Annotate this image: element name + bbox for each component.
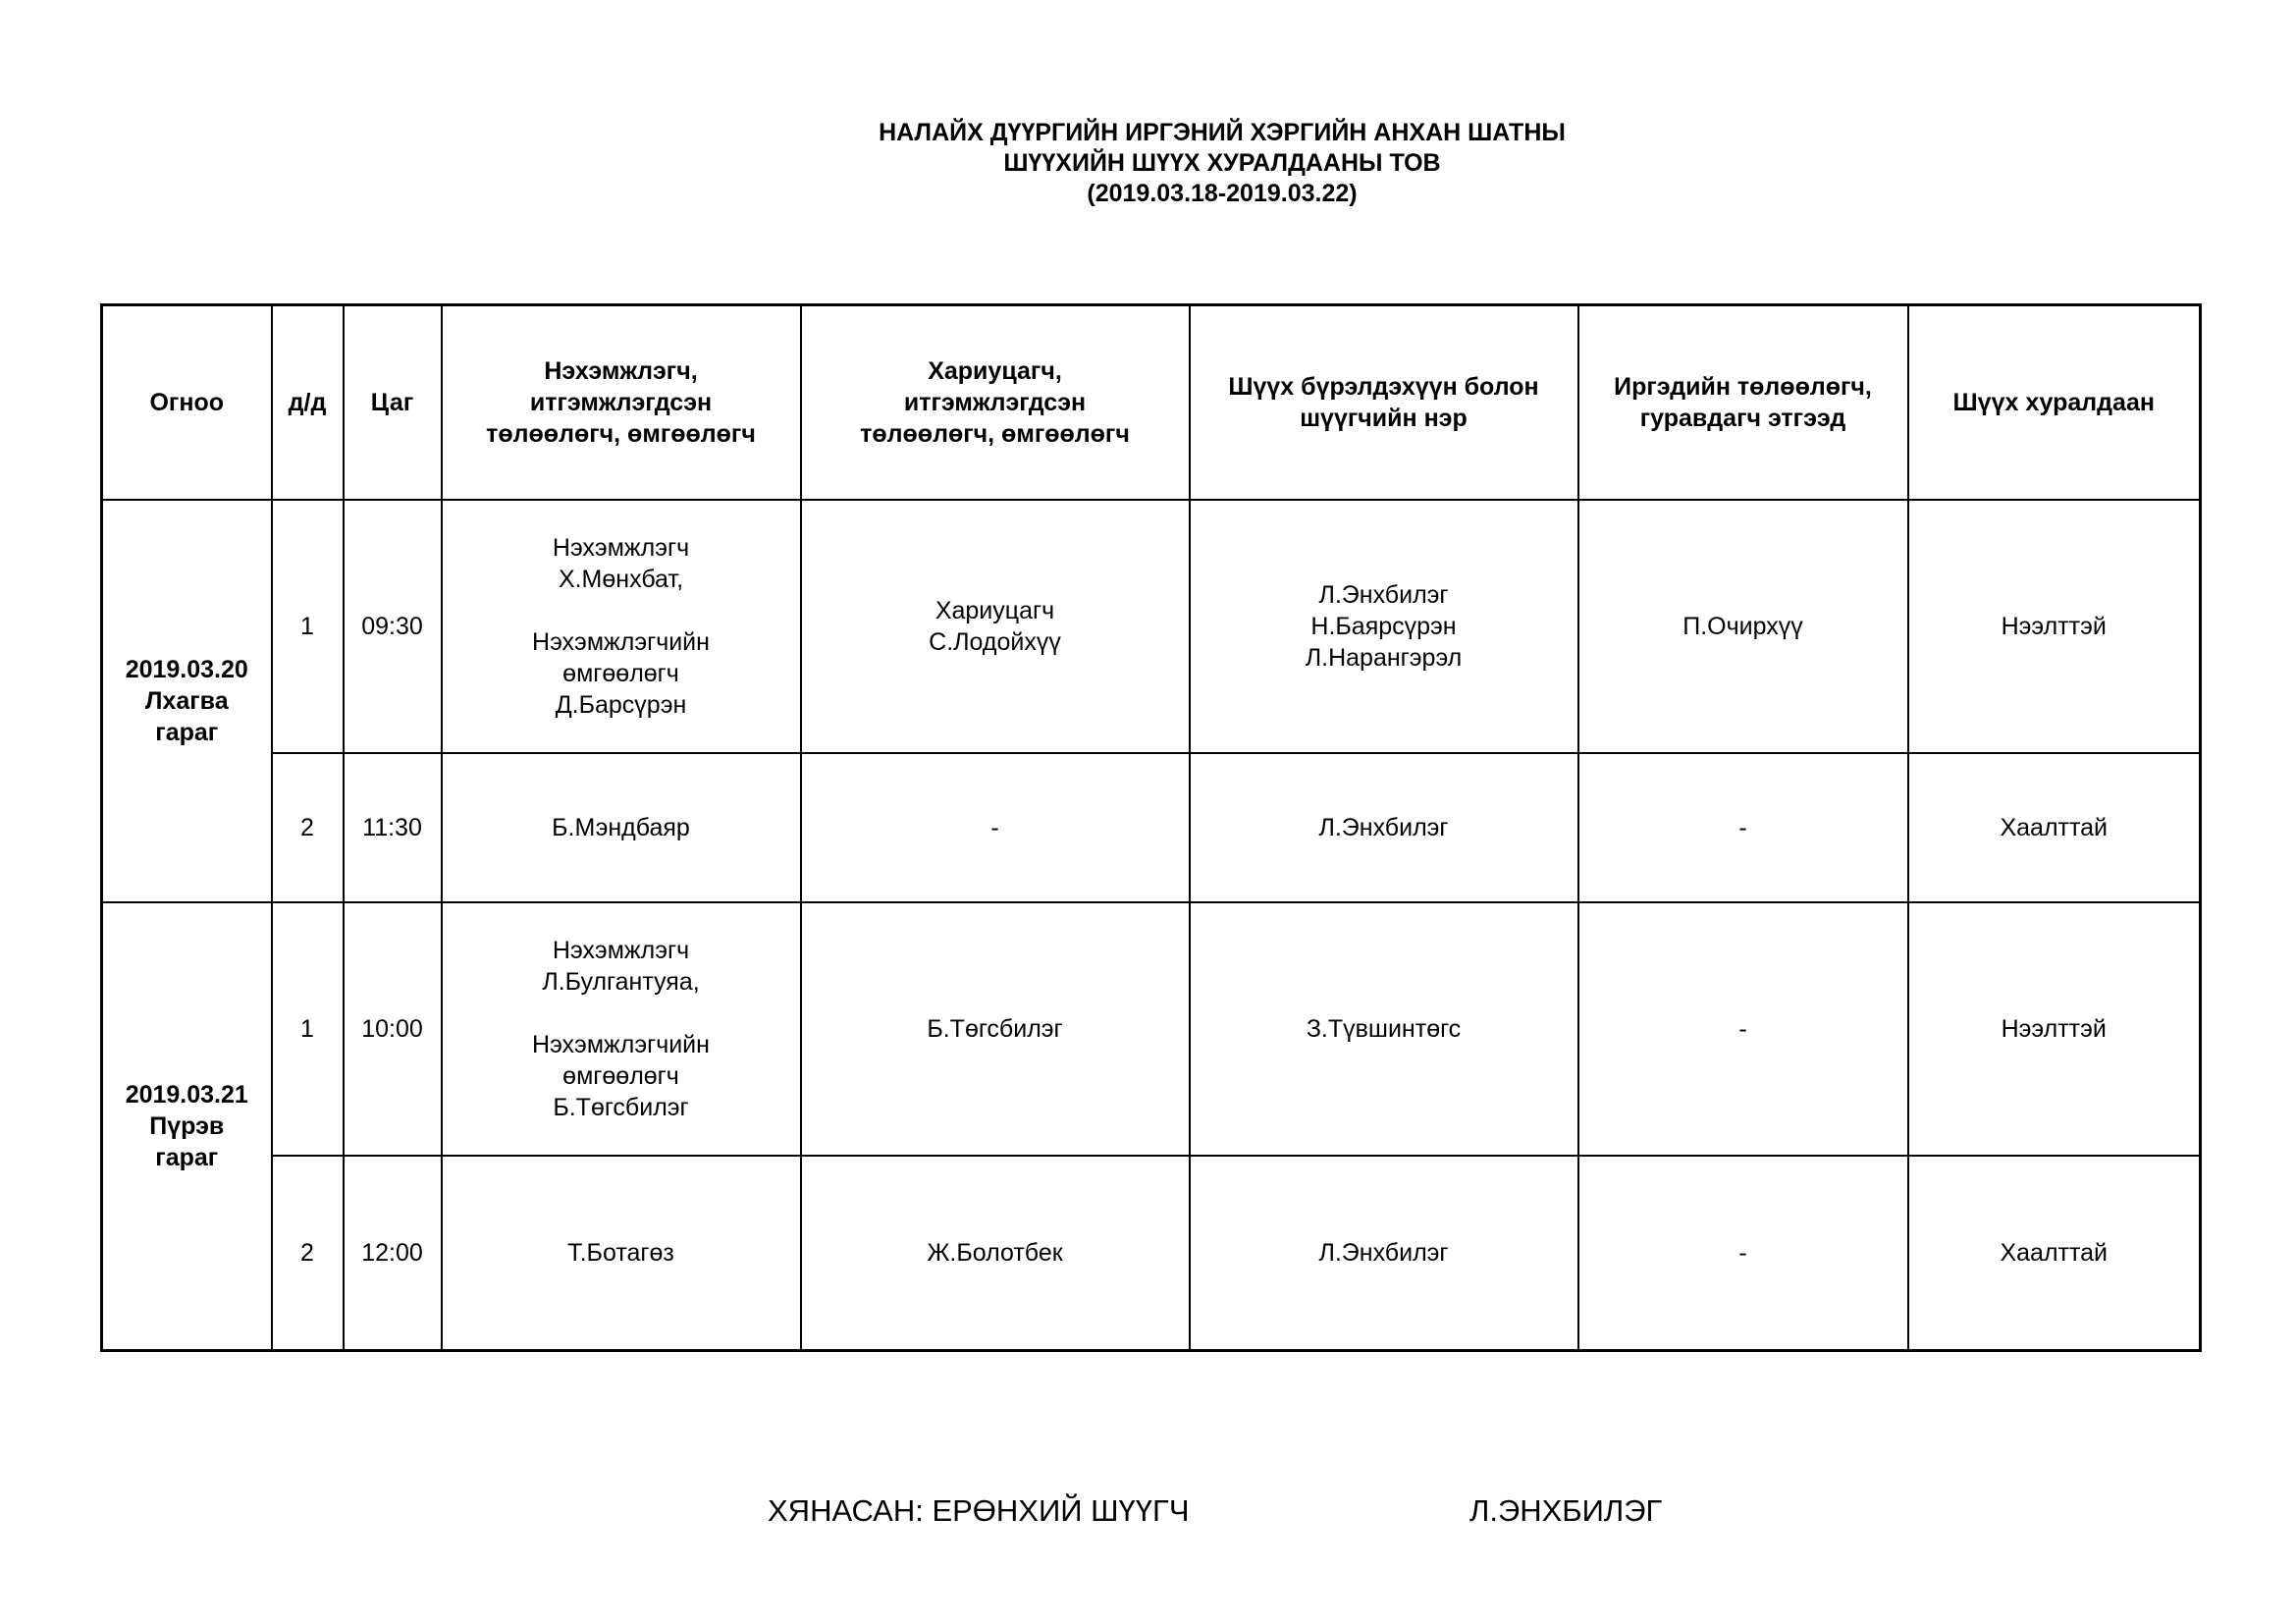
court-cell: Л.Энхбилэг [1190, 753, 1578, 902]
plaintiff-cell: Б.Мэндбаяр [442, 753, 801, 902]
plaintiff-cell: Т.Ботагөз [442, 1156, 801, 1351]
time-cell: 10:00 [344, 902, 442, 1156]
header-num: д/д [272, 305, 344, 501]
citizen-cell: - [1578, 902, 1908, 1156]
num-cell: 2 [272, 1156, 344, 1351]
header-court: Шүүх бүрэлдэхүүн болон шүүгчийн нэр [1190, 305, 1578, 501]
title-line-3: (2019.03.18-2019.03.22) [1087, 180, 1358, 207]
document-title [0, 118, 2296, 209]
court-cell: З.Түвшинтөгс [1190, 902, 1578, 1156]
court-cell: Л.Энхбилэг Н.Баярсүрэн Л.Нарангэрэл [1190, 500, 1578, 753]
defendant-cell: Хариуцагч С.Лодойхүү [801, 500, 1190, 753]
hearing-cell: Нээлттэй [1908, 500, 2201, 753]
date-cell: 2019.03.20 Лхагва гараг [102, 500, 272, 902]
title-line-2: ШҮҮХИЙН ШҮҮХ ХУРАЛДААНЫ ТОВ [1003, 149, 1441, 177]
hearing-cell: Хаалттай [1908, 1156, 2201, 1351]
header-date: Огноо [102, 305, 272, 501]
header-hearing: Шүүх хуралдаан [1908, 305, 2201, 501]
footer-reviewed-by: ХЯНАСАН: ЕРӨНХИЙ ШҮҮГЧ [768, 1493, 1190, 1528]
defendant-cell: Ж.Болотбек [801, 1156, 1190, 1351]
num-cell: 1 [272, 902, 344, 1156]
header-time: Цаг [344, 305, 442, 501]
table-row [102, 902, 2201, 1156]
header-plaintiff: Нэхэмжлэгч, итгэмжлэгдсэн төлөөлөгч, өмгөөлөгч [442, 305, 801, 501]
table-row [102, 500, 2201, 753]
hearing-cell: Нээлттэй [1908, 902, 2201, 1156]
table-row [102, 1156, 2201, 1351]
title-line-1: НАЛАЙХ ДҮҮРГИЙН ИРГЭНИЙ ХЭРГИЙН АНХАН ШАТНЫ [879, 119, 1566, 146]
num-cell: 1 [272, 500, 344, 753]
defendant-cell: Б.Төгсбилэг [801, 902, 1190, 1156]
citizen-cell: - [1578, 1156, 1908, 1351]
court-cell: Л.Энхбилэг [1190, 1156, 1578, 1351]
header-row [102, 305, 2201, 501]
table-row [102, 753, 2201, 902]
footer-judge-name: Л.ЭНХБИЛЭГ [1469, 1493, 1663, 1528]
time-cell: 09:30 [344, 500, 442, 753]
num-cell: 2 [272, 753, 344, 902]
header-defendant: Хариуцагч, итгэмжлэгдсэн төлөөлөгч, өмгөөлөгч [801, 305, 1190, 501]
plaintiff-cell: Нэхэмжлэгч Х.Мөнхбат, Нэхэмжлэгчийн өмгөөлөгч Д.Барсүрэн [442, 500, 801, 753]
hearing-cell: Хаалттай [1908, 753, 2201, 902]
defendant-cell: - [801, 753, 1190, 902]
hearing-schedule-table [100, 303, 2202, 1352]
time-cell: 11:30 [344, 753, 442, 902]
citizen-cell: П.Очирхүү [1578, 500, 1908, 753]
citizen-cell: - [1578, 753, 1908, 902]
plaintiff-cell: Нэхэмжлэгч Л.Булгантуяа, Нэхэмжлэгчийн өмгөөлөгч Б.Төгсбилэг [442, 902, 801, 1156]
time-cell: 12:00 [344, 1156, 442, 1351]
date-cell: 2019.03.21 Пүрэв гараг [102, 902, 272, 1351]
header-citizen: Иргэдийн төлөөлөгч, гуравдагч этгээд [1578, 305, 1908, 501]
